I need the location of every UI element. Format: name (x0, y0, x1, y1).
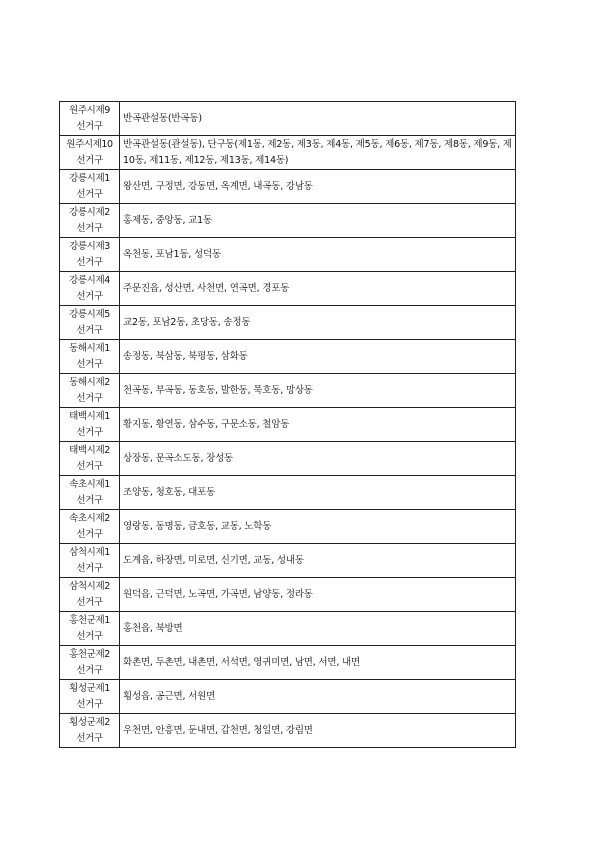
district-table-body (60, 102, 516, 748)
table-row (60, 612, 516, 646)
district-areas-cell: 홍천읍, 북방면 (120, 612, 516, 646)
district-areas-cell: 반곡관설동(관설동), 단구동(제1동, 제2동, 제3동, 제4동, 제5동, 제6동, 제7동, 제8동, 제9동, 제10동, 제11동, 제12동, 제13동, 제14동) (120, 136, 516, 170)
table-row (60, 238, 516, 272)
table-row (60, 544, 516, 578)
table-row (60, 374, 516, 408)
district-areas-cell: 홍제동, 중앙동, 교1동 (120, 204, 516, 238)
district-areas-cell: 왕산면, 구정면, 강동면, 옥계면, 내곡동, 강남동 (120, 170, 516, 204)
district-areas-cell: 황지동, 황연동, 삼수동, 구문소동, 철암동 (120, 408, 516, 442)
table-row (60, 136, 516, 170)
district-name-cell: 원주시제10 선거구 (60, 136, 120, 170)
district-name-cell: 홍천군제1 선거구 (60, 612, 120, 646)
district-areas-cell: 주문진읍, 성산면, 사천면, 연곡면, 경포동 (120, 272, 516, 306)
district-name-cell: 속초시제1 선거구 (60, 476, 120, 510)
district-name-cell: 횡성군제2 선거구 (60, 714, 120, 748)
table-row (60, 340, 516, 374)
district-name-cell: 삼척시제2 선거구 (60, 578, 120, 612)
district-name-cell: 홍천군제2 선거구 (60, 646, 120, 680)
table-row (60, 578, 516, 612)
district-areas-cell: 횡성읍, 공근면, 서원면 (120, 680, 516, 714)
table-row (60, 102, 516, 136)
district-name-cell: 강릉시제5 선거구 (60, 306, 120, 340)
district-areas-cell: 영랑동, 동명동, 금호동, 교동, 노학동 (120, 510, 516, 544)
table-row (60, 680, 516, 714)
table-row (60, 272, 516, 306)
district-name-cell: 강릉시제2 선거구 (60, 204, 120, 238)
district-areas-cell: 반곡관설동(반곡동) (120, 102, 516, 136)
table-row (60, 442, 516, 476)
district-table (59, 101, 516, 748)
district-areas-cell: 원덕읍, 근덕면, 노곡면, 가곡면, 남양동, 정라동 (120, 578, 516, 612)
district-name-cell: 속초시제2 선거구 (60, 510, 120, 544)
district-name-cell: 강릉시제3 선거구 (60, 238, 120, 272)
table-row (60, 646, 516, 680)
table-row (60, 408, 516, 442)
table-row (60, 510, 516, 544)
district-areas-cell: 천곡동, 부곡동, 동호동, 발한동, 묵호동, 망상동 (120, 374, 516, 408)
district-areas-cell: 조양동, 청호동, 대포동 (120, 476, 516, 510)
district-name-cell: 횡성군제1 선거구 (60, 680, 120, 714)
district-name-cell: 원주시제9 선거구 (60, 102, 120, 136)
district-areas-cell: 상장동, 문곡소도동, 장성동 (120, 442, 516, 476)
district-name-cell: 삼척시제1 선거구 (60, 544, 120, 578)
table-row (60, 306, 516, 340)
table-row (60, 476, 516, 510)
district-areas-cell: 화촌면, 두촌면, 내촌면, 서석면, 영귀미면, 남면, 서면, 내면 (120, 646, 516, 680)
district-name-cell: 동해시제2 선거구 (60, 374, 120, 408)
table-row (60, 204, 516, 238)
district-areas-cell: 우천면, 안흥면, 둔내면, 갑천면, 청일면, 강림면 (120, 714, 516, 748)
district-areas-cell: 송정동, 북삼동, 북평동, 삼화동 (120, 340, 516, 374)
table-row (60, 170, 516, 204)
district-areas-cell: 도계읍, 하장면, 미로면, 신기면, 교동, 성내동 (120, 544, 516, 578)
district-name-cell: 강릉시제4 선거구 (60, 272, 120, 306)
district-areas-cell: 교2동, 포남2동, 초당동, 송정동 (120, 306, 516, 340)
district-name-cell: 강릉시제1 선거구 (60, 170, 120, 204)
table-row (60, 714, 516, 748)
district-name-cell: 태백시제1 선거구 (60, 408, 120, 442)
district-name-cell: 동해시제1 선거구 (60, 340, 120, 374)
district-name-cell: 태백시제2 선거구 (60, 442, 120, 476)
district-areas-cell: 옥천동, 포남1동, 성덕동 (120, 238, 516, 272)
